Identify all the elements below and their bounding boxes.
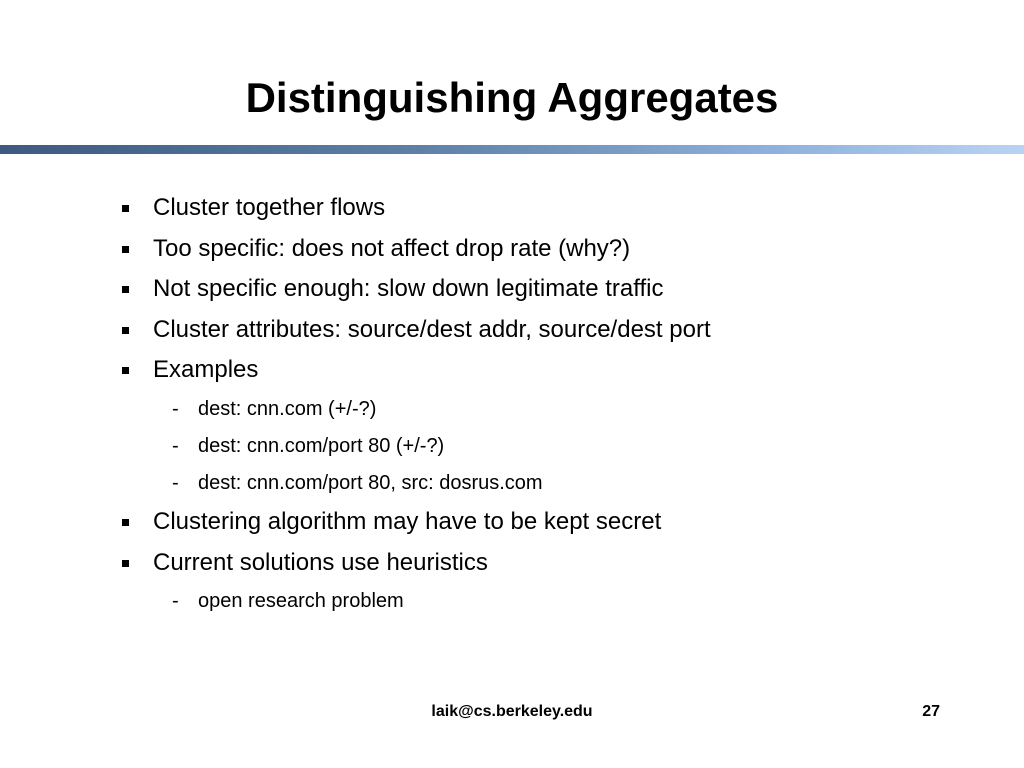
bullet-item	[0, 229, 1024, 270]
title-divider-bar	[0, 145, 1024, 154]
dash-bullet-icon: -	[172, 434, 179, 457]
square-bullet-icon	[122, 327, 129, 334]
footer-email: laik@cs.berkeley.edu	[431, 703, 593, 720]
square-bullet-icon	[122, 286, 129, 293]
sub-bullet-text: open research problem	[198, 590, 404, 613]
page-number: 27	[922, 703, 940, 720]
bullet-item	[0, 350, 1024, 391]
bullet-item	[0, 188, 1024, 229]
bullet-list	[0, 188, 1024, 620]
sub-bullet-text: dest: cnn.com (+/-?)	[198, 397, 377, 420]
square-bullet-icon	[122, 205, 129, 212]
bullet-text: Clustering algorithm may have to be kept secret	[153, 507, 662, 535]
square-bullet-icon	[122, 519, 129, 526]
sub-bullet-item	[0, 391, 1024, 428]
dash-bullet-icon: -	[172, 590, 179, 613]
bullet-text: Not specific enough: slow down legitimate traffic	[153, 275, 664, 303]
square-bullet-icon	[122, 560, 129, 567]
dash-bullet-icon: -	[172, 471, 179, 494]
sub-bullet-item	[0, 583, 1024, 620]
bullet-text: Examples	[153, 356, 259, 384]
bullet-text: Current solutions use heuristics	[153, 548, 488, 576]
bullet-item	[0, 543, 1024, 584]
bullet-item	[0, 269, 1024, 310]
sub-bullet-item	[0, 428, 1024, 465]
bullet-item	[0, 502, 1024, 543]
sub-bullet-item	[0, 465, 1024, 502]
bullet-item	[0, 310, 1024, 351]
square-bullet-icon	[122, 246, 129, 253]
sub-bullet-text: dest: cnn.com/port 80 (+/-?)	[198, 434, 445, 457]
sub-bullet-text: dest: cnn.com/port 80, src: dosrus.com	[198, 471, 543, 494]
dash-bullet-icon: -	[172, 397, 179, 420]
slide-title: Distinguishing Aggregates	[245, 74, 779, 121]
bullet-text: Too specific: does not affect drop rate (why?)	[153, 234, 631, 262]
square-bullet-icon	[122, 367, 129, 374]
bullet-text: Cluster together flows	[153, 194, 386, 221]
bullet-text: Cluster attributes: source/dest addr, source/dest port	[153, 315, 711, 343]
